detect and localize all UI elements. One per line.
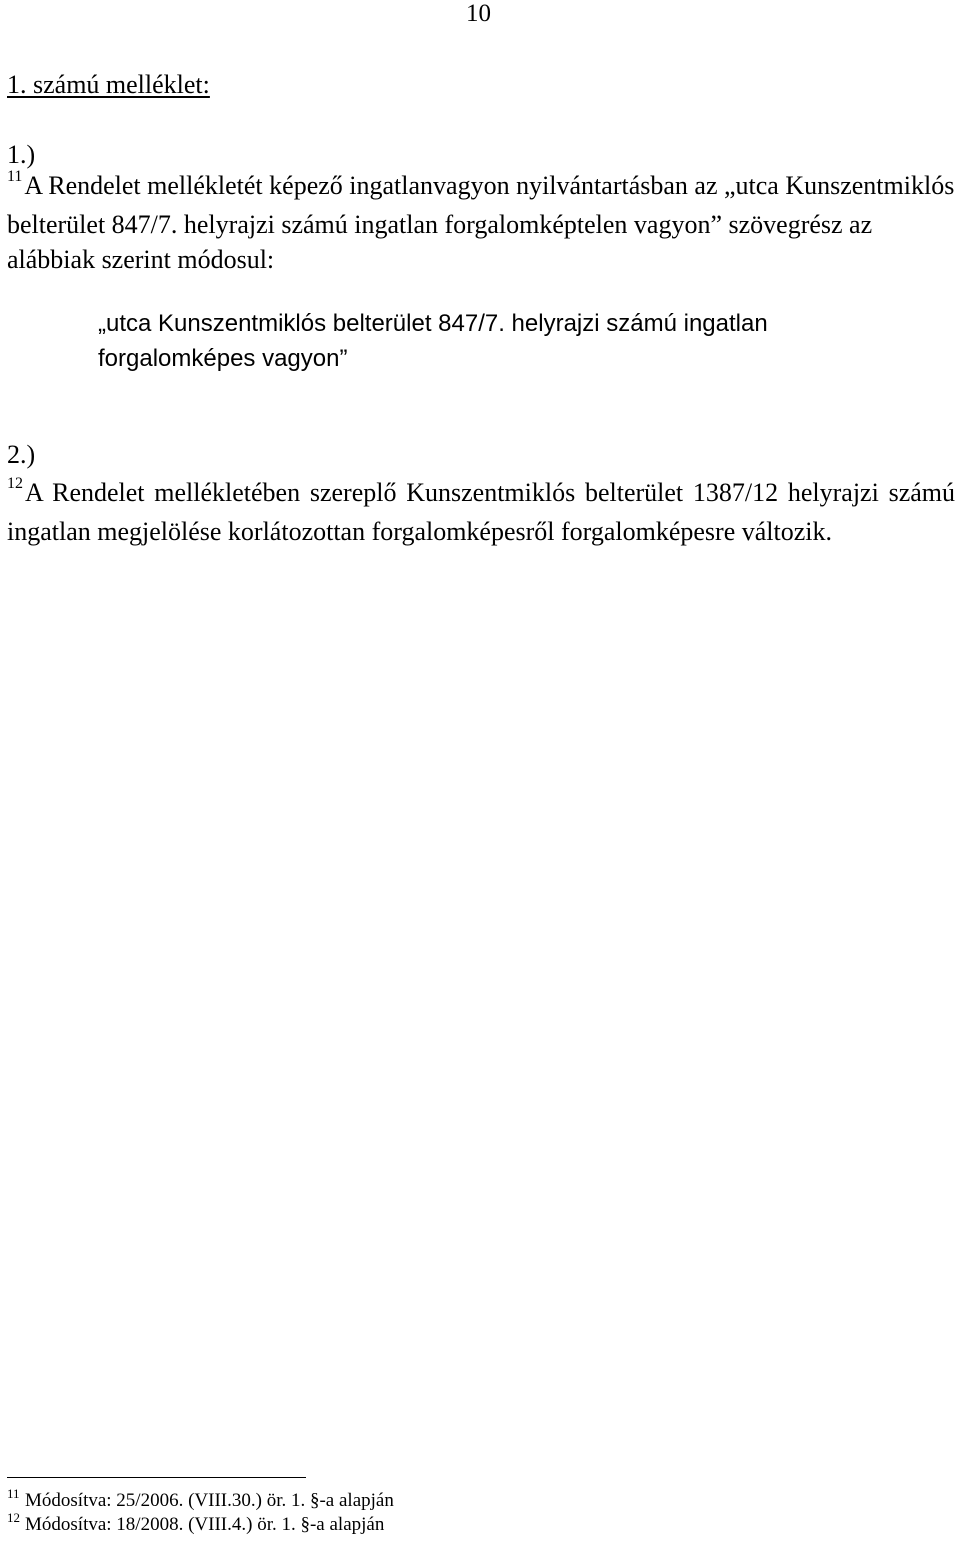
footnote-ref-11[interactable]: 11 [7, 168, 23, 185]
footnote-text: Módosítva: 18/2008. (VIII.4.) ör. 1. §-a alapján [25, 1514, 385, 1535]
section-2-text: A Rendelet mellékletében szereplő Kunszentmiklós belterület 1387/12 helyrajzi számú ingatlan megjelölése korlátozottan forgalomképesről forgalomképesre változik. [7, 478, 955, 546]
footnote-number: 11 [7, 1486, 20, 1501]
section-number-2: 2.) [7, 440, 36, 469]
footnote-12 [7, 1510, 385, 1537]
page-number: 10 [466, 0, 491, 27]
section-number-1: 1.) [7, 140, 36, 169]
annex-title: 1. számú melléklet: [7, 70, 210, 99]
footnote-text: Módosítva: 25/2006. (VIII.30.) ör. 1. §-a alapján [25, 1490, 394, 1511]
footnote-separator [7, 1477, 306, 1478]
footnote-ref-12[interactable]: 12 [7, 475, 23, 492]
section-2-paragraph [7, 475, 955, 549]
section-1-text: A Rendelet mellékletét képező ingatlanvagyon nyilvántartásban az „utca Kunszentmiklós belterület 847/7. helyrajzi számú ingatlan forgalomképtelen vagyon” szövegrész az alábbiak szerint módosul: [7, 171, 955, 274]
section-1-quote: „utca Kunszentmiklós belterület 847/7. helyrajzi számú ingatlan forgalomképes vagyon” [98, 310, 768, 372]
footnote-number: 12 [7, 1510, 20, 1525]
footnote-11 [7, 1486, 394, 1513]
section-1-paragraph [7, 168, 955, 277]
